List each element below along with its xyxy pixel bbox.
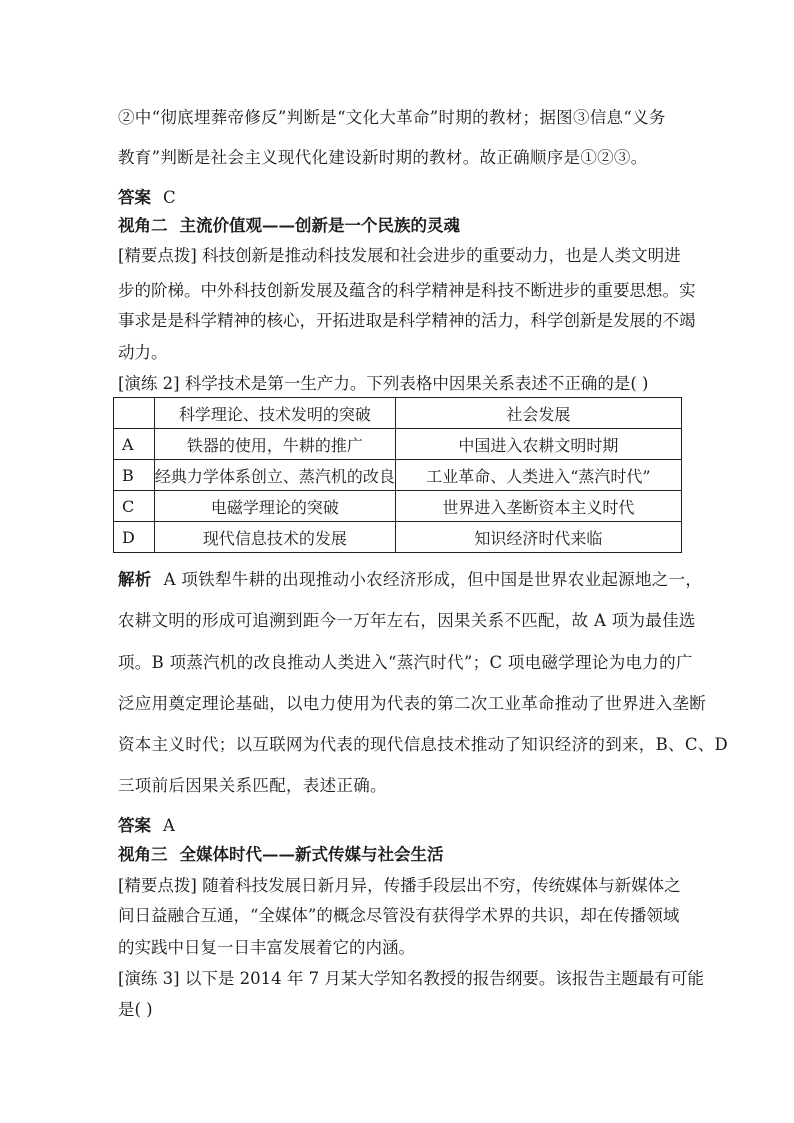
table-header-row [114,398,682,429]
table-cell [114,398,155,429]
answer-label: 答案 [118,816,151,835]
paragraph-line: 动力。 [118,343,168,362]
heading-label: 视角三 [118,845,168,864]
table-row [114,491,682,522]
paragraph-line: 间日益融合互通，“全媒体”的概念尽管没有获得学术界的共识，却在传播领域 [118,906,680,925]
paragraph-line: [精要点拨] 随着科技发展日新月异，传播手段层出不穷，传统媒体与新媒体之 [118,876,681,895]
analysis-line: 资本主义时代；以互联网为代表的现代信息技术推动了知识经济的到来，B、C、D [118,735,729,754]
paragraph-line: 教育”判断是社会主义现代化建设新时期的教材。故正确顺序是①②③。 [118,148,648,167]
heading-text: 全媒体时代——新式传媒与社会生活 [179,845,444,864]
table-cell: 知识经济时代来临 [395,522,681,553]
analysis-text: A 项铁犁牛耕的出现推动小农经济形成，但中国是世界农业起源地之一， [163,570,703,589]
analysis-line: 泛应用奠定理论基础，以电力使用为代表的第二次工业革命推动了世界进入垄断 [118,694,706,713]
table-cell: 工业革命、人类进入“蒸汽时代” [395,460,681,491]
table-cell: B [114,460,155,491]
table-header-cell: 社会发展 [395,398,681,429]
analysis-line: 农耕文明的形成可追溯到距今一万年左右，因果关系不匹配，故 A 项为最佳选 [118,611,696,630]
answer-value: A [163,816,175,835]
analysis-label: 解析 [118,570,152,589]
table-cell: 铁器的使用，牛耕的推广 [154,429,395,460]
heading-label: 视角二 [118,216,168,235]
heading-text: 主流价值观——创新是一个民族的灵魂 [179,216,460,235]
answer-label: 答案 [118,188,151,207]
table-cell: 现代信息技术的发展 [154,522,395,553]
table-row [114,522,682,553]
paragraph-line: 步的阶梯。中外科技创新发展及蕴含的科学精神是科技不断进步的重要思想。实 [118,281,696,300]
answer-1 [118,188,176,208]
table-row [114,429,682,460]
table-row [114,460,682,491]
section-heading-2 [118,216,460,236]
table-cell: A [114,429,155,460]
paragraph-line: ②中“彻底埋葬帝修反”判断是“文化大革命”时期的教材；据图③信息“义务 [118,108,666,127]
table-header-cell: 科学理论、技术发明的突破 [154,398,395,429]
paragraph-line: [精要点拨] 科技创新是推动科技发展和社会进步的重要动力，也是人类文明进 [118,246,681,265]
table-cell: C [114,491,155,522]
analysis-line: 三项前后因果关系匹配，表述正确。 [118,776,387,795]
paragraph-line: 的实践中日复一日丰富发展着它的内涵。 [118,938,415,957]
exercise-question: 是( ) [118,1000,153,1019]
table-cell: 世界进入垄断资本主义时代 [395,491,681,522]
analysis-line [118,570,702,590]
table-cell: 经典力学体系创立、蒸汽机的改良 [154,460,395,491]
answer-value: C [163,188,176,207]
table-cell: D [114,522,155,553]
table-cell: 中国进入农耕文明时期 [395,429,681,460]
paragraph-line: 事求是是科学精神的核心，开拓进取是科学精神的活力，科学创新是发展的不竭 [118,311,696,330]
answer-2 [118,816,175,836]
analysis-line: 项。B 项蒸汽机的改良推动人类进入“蒸汽时代”；C 项电磁学理论为电力的广 [118,653,693,672]
cause-effect-table [113,397,682,553]
exercise-question: [演练 3] 以下是 2014 年 7 月某大学知名教授的报告纲要。该报告主题最有可能 [118,969,704,988]
exercise-question: [演练 2] 科学技术是第一生产力。下列表格中因果关系表述不正确的是( ) [118,374,649,393]
table-cell: 电磁学理论的突破 [154,491,395,522]
section-heading-3 [118,845,444,865]
